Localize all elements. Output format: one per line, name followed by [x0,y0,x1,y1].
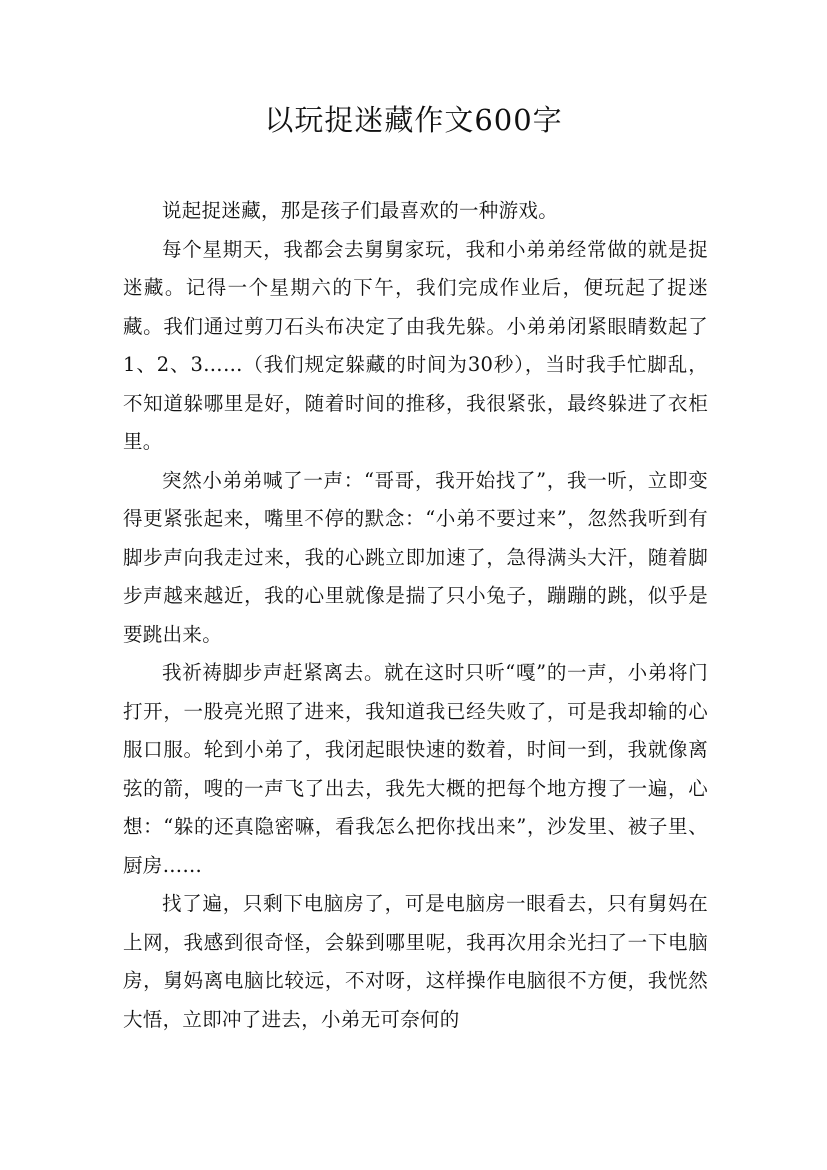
paragraph-4: 我祈祷脚步声赶紧离去。就在这时只听“嘎”的一声，小弟将门打开，一股亮光照了进来，我知道我已经失败了，可是我却输的心服口服。轮到小弟了，我闭起眼快速的数着，时间一到，我就像离弦的箭，嗖的一声飞了出去，我先大概的把每个地方搜了一遍，心想：“躲的还真隐密嘛，看我怎么把你找出来”，沙发里、被子里、厨房…… [123,661,708,877]
document-body [123,192,708,1039]
paragraph-5: 找了遍，只剩下电脑房了，可是电脑房一眼看去，只有舅妈在上网，我感到很奇怪，会躲到哪里呢，我再次用余光扫了一下电脑房，舅妈离电脑比较远，不对呀，这样操作电脑很不方便，我恍然大悟，立即冲了进去，小弟无可奈何的 [123,892,708,1031]
paragraph-1: 说起捉迷藏，那是孩子们最喜欢的一种游戏。 [162,199,559,222]
paragraph-3: 突然小弟弟喊了一声：“哥哥，我开始找了”，我一听，立即变得更紧张起来，嘴里不停的默念：“小弟不要过来”，忽然我听到有脚步声向我走过来，我的心跳立即加速了，急得满头大汗，随着脚步声越来越近，我的心里就像是揣了只小兔子，蹦蹦的跳，似乎是要跳出来。 [123,468,708,646]
document-title: 以玩捉迷藏作文600字 [264,103,563,137]
paragraph-2: 每个星期天，我都会去舅舅家玩，我和小弟弟经常做的就是捉迷藏。记得一个星期六的下午，我们完成作业后，便玩起了捉迷藏。我们通过剪刀石头布决定了由我先躲。小弟弟闭紧眼睛数起了1、2、3……（我们规定躲藏的时间为30秒），当时我手忙脚乱，不知道躲哪里是好，随着时间的推移，我很紧张，最终躲进了衣柜里。 [123,237,708,453]
